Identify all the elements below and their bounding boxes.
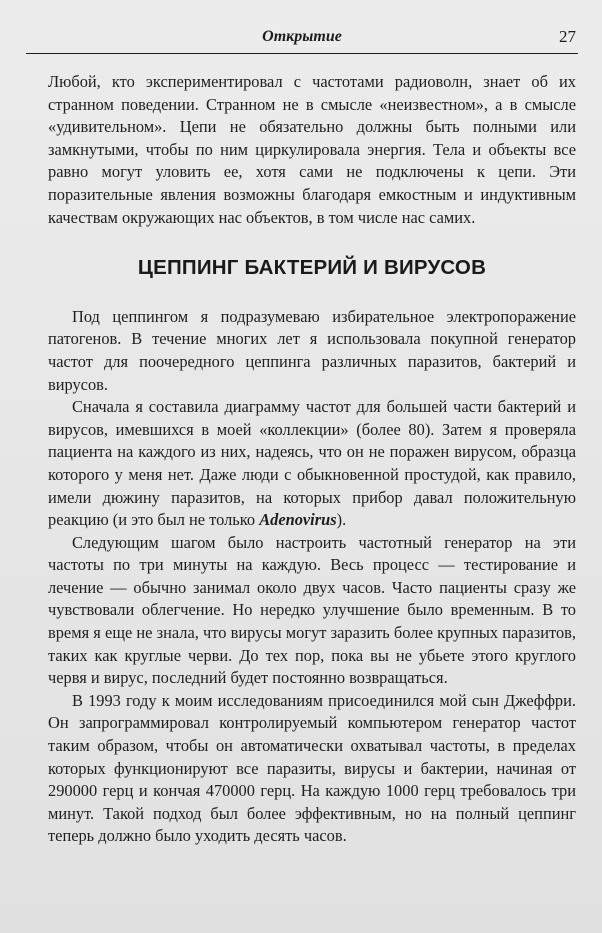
adenovirus-term: Adenovirus xyxy=(259,510,337,530)
paragraph-zapping-definition: Под цеппингом я подразумеваю избирательное электропоражение патогенов. В течение многих лет я использовала покупной генератор частот для поочередного цеппинга различных паразитов, бактерий и вирусов. xyxy=(48,306,576,394)
intro-paragraph: Любой, кто экспериментировал с частотами радиоволн, знает об их странном поведении. Странном не в смысле «неизвестном», а в смысле «удивительном». Цепи не обязательно должны быть полными или замкнутыми, чтобы по ним циркулировала энергия. Тела и объекты все равно могут уловить ее, хотя сами не подключены к цепи. Эти поразительные явления возможны благодаря емкостным и индуктивным качествам окружающих нас объектов, в том числе нас самих. xyxy=(48,72,576,227)
paragraph-generator-process: Следующим шагом было настроить частотный генератор на эти частоты по три минуты на каждую. Весь процесс — тестирование и лечение — обычно занимал около двух часов. Часто пациенты сразу же чувствовали облегчение. Но нередко улучшение было временным. В то время я еще не знала, что вирусы могут заразить более крупных паразитов, таких как круглые черви. До тех пор, пока вы не убьете этого круглого червя и вирус, последний будет постоянно возвращаться. xyxy=(48,532,576,688)
paragraph-computer-generator: В 1993 году к моим исследованиям присоединился мой сын Джеффри. Он запрограммировал контролируемый компьютером генератор частот таким образом, чтобы он автоматически охватывал частоты, в пределах которых функционируют все паразиты, вирусы и бактерии, начиная от 290000 герц и кончая 470000 герц. На каждую 1000 герц требовалось три минут. Такой подход был более эффективным, но на полный цеппинг теперь должно было уходить десять часов. xyxy=(48,690,576,846)
running-header xyxy=(26,22,578,54)
body-text xyxy=(48,71,576,848)
paragraph-text-after-term: ). xyxy=(336,510,347,530)
running-title: Открытие xyxy=(262,28,342,45)
section-heading: ЦЕППИНГ БАКТЕРИЙ И ВИРУСОВ xyxy=(137,256,487,280)
paragraph-frequency-chart xyxy=(48,396,576,532)
page-number: 27 xyxy=(559,27,576,46)
paragraph-text-before-term: Сначала я составила диаграмму частот для большей части бактерий и вирусов, имевшихся в моей «коллекции» (более 80). Затем я проверяла пациента на каждого из них, надеясь, что он не поражен вирусом, образца которого у меня нет. Даже люди с обыкновенной простудой, как правило, имели дюжину паразитов, на которых прибор давал положительную реакцию (и это был не только xyxy=(48,397,576,530)
